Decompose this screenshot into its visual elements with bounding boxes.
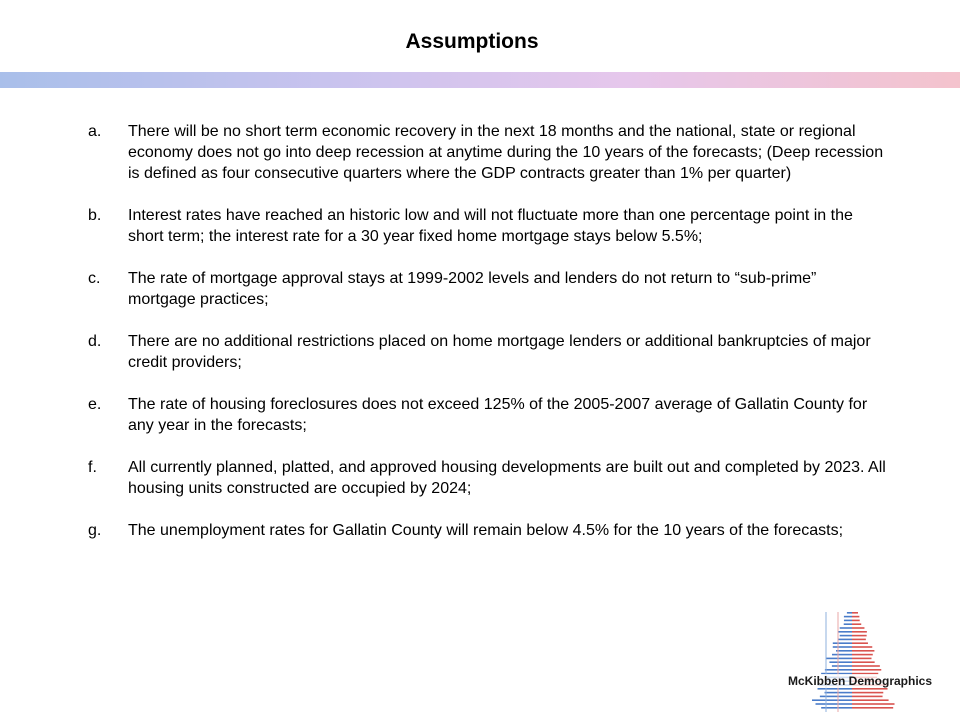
pyramid-bar-left bbox=[818, 688, 852, 690]
company-logo bbox=[787, 608, 948, 712]
pyramid-bar-right bbox=[852, 703, 895, 705]
pyramid-bar-left bbox=[826, 658, 852, 660]
list-marker: g. bbox=[88, 522, 102, 539]
pyramid-bar-right bbox=[852, 620, 860, 622]
pyramid-bar-right bbox=[852, 635, 867, 637]
pyramid-bar-right bbox=[852, 616, 859, 618]
pyramid-bar-right bbox=[852, 658, 871, 660]
list-item-text: Interest rates have reached an historic low and will not fluctuate more than one percentage point in the short term; the interest rate for a 30 year fixed home mortgage stays below 5.5%; bbox=[128, 207, 853, 245]
list-item-text: There are no additional restrictions placed on home mortgage lenders or additional bankruptcies of major credit providers; bbox=[128, 333, 871, 371]
pyramid-bar-right bbox=[852, 696, 883, 698]
pyramid-bar-right bbox=[852, 654, 873, 656]
pyramid-bar-left bbox=[844, 620, 852, 622]
pyramid-bar-right bbox=[852, 692, 883, 694]
pyramid-bar-right bbox=[852, 646, 872, 648]
pyramid-bar-left bbox=[833, 646, 852, 648]
pyramid-bar-left bbox=[832, 654, 852, 656]
assumptions-list bbox=[88, 121, 888, 562]
list-item bbox=[88, 457, 888, 499]
pyramid-bar-left bbox=[832, 665, 852, 667]
list-item-text: There will be no short term economic recovery in the next 18 months and the national, state or regional economy does not go into deep recession at anytime during the 10 years of the forecasts; (Deep recession is defined as four consecutive quarters where the GDP contracts greater than 1% per quarter) bbox=[128, 123, 884, 182]
list-item bbox=[88, 394, 888, 436]
list-item bbox=[88, 268, 888, 310]
pyramid-bar-left bbox=[844, 623, 852, 625]
pyramid-bar-right bbox=[852, 699, 889, 701]
list-item-text: All currently planned, platted, and approved housing developments are built out and completed by 2023. All housing units constructed are occupied by 2024; bbox=[128, 459, 886, 497]
list-item-text: The rate of mortgage approval stays at 1999-2002 levels and lenders do not return to “sub-prime” mortgage practices; bbox=[128, 270, 817, 308]
pyramid-bar-left bbox=[840, 635, 852, 637]
list-marker: f. bbox=[88, 459, 97, 476]
pyramid-bar-right bbox=[852, 642, 868, 644]
pyramid-bar-left bbox=[833, 642, 852, 644]
list-item-text: The rate of housing foreclosures does not exceed 125% of the 2005-2007 average of Gallatin County for any year in the forecasts; bbox=[128, 396, 868, 434]
pyramid-bar-left bbox=[840, 627, 852, 629]
pyramid-bar-left bbox=[812, 699, 852, 701]
pyramid-bar-right bbox=[852, 627, 864, 629]
logo-text: McKibben Demographics bbox=[769, 674, 951, 688]
list-marker: d. bbox=[88, 333, 102, 350]
pyramid-bar-left bbox=[838, 631, 852, 633]
title-divider-bar bbox=[0, 72, 960, 88]
pyramid-bar-right bbox=[852, 631, 867, 633]
list-item bbox=[88, 205, 888, 247]
list-item bbox=[88, 331, 888, 373]
pyramid-bar-right bbox=[852, 639, 866, 641]
slide-title: Assumptions bbox=[405, 30, 539, 53]
list-marker: e. bbox=[88, 396, 102, 413]
pyramid-bar-right bbox=[852, 612, 858, 614]
population-pyramid-icon bbox=[812, 608, 948, 712]
pyramid-bar-left bbox=[816, 703, 852, 705]
pyramid-bar-right bbox=[852, 669, 881, 671]
pyramid-bar-right bbox=[852, 665, 880, 667]
pyramid-bar-right bbox=[852, 707, 893, 709]
pyramid-bar-left bbox=[829, 661, 852, 663]
pyramid-bar-right bbox=[852, 661, 875, 663]
list-marker: c. bbox=[88, 270, 101, 287]
pyramid-bar-right bbox=[852, 650, 874, 652]
pyramid-bar-left bbox=[838, 639, 852, 641]
list-marker: b. bbox=[88, 207, 102, 224]
pyramid-bar-left bbox=[844, 616, 852, 618]
pyramid-bar-right bbox=[852, 623, 861, 625]
list-marker: a. bbox=[88, 123, 102, 140]
pyramid-bar-left bbox=[820, 696, 852, 698]
pyramid-bar-right bbox=[852, 688, 888, 690]
list-item bbox=[88, 121, 888, 184]
list-item bbox=[88, 520, 888, 541]
pyramid-bar-left bbox=[847, 612, 852, 614]
list-item-text: The unemployment rates for Gallatin County will remain below 4.5% for the 10 years of the forecasts; bbox=[128, 522, 844, 539]
